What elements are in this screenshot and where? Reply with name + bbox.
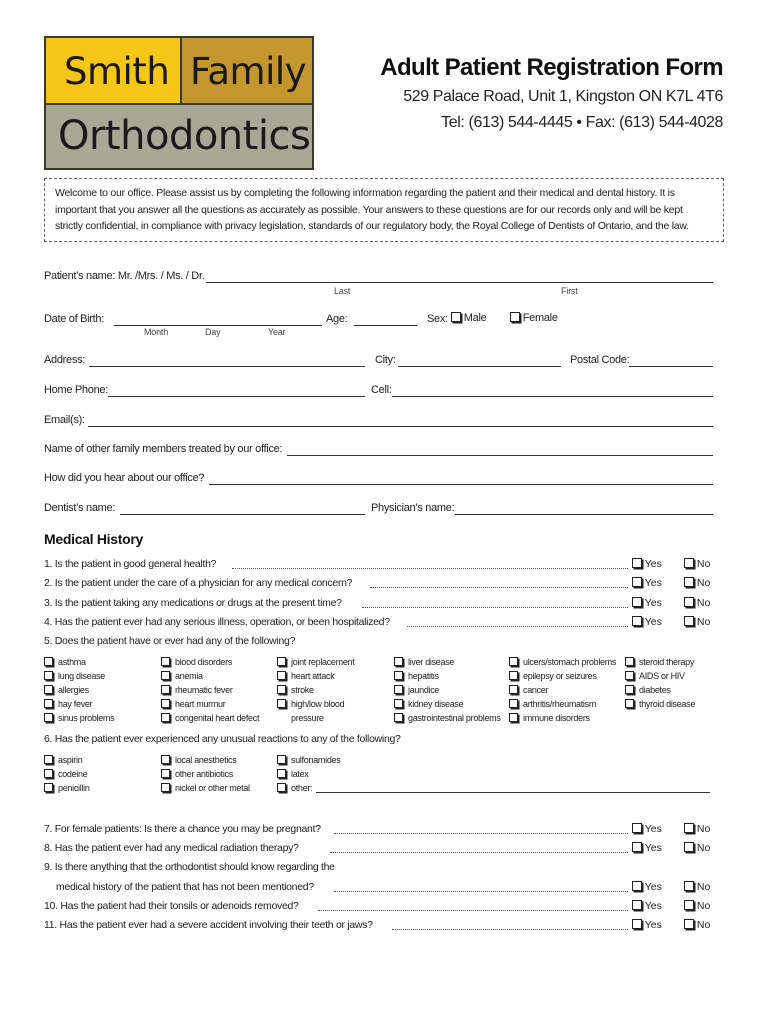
question-7-leader (334, 833, 628, 834)
q8-no-option[interactable] (684, 842, 710, 854)
condition-checkbox[interactable] (509, 685, 518, 694)
condition-arthritis-rheumatism[interactable] (509, 699, 616, 713)
reaction-label: sulfonamides (291, 755, 341, 765)
logo-word-orthodontics: Orthodontics (58, 113, 311, 159)
reaction-label: aspirin (58, 755, 83, 765)
logo-family-block (182, 38, 312, 103)
condition-label: heart murmur (175, 699, 226, 709)
q11-yes-checkbox[interactable] (632, 919, 642, 929)
reaction-checkbox[interactable] (161, 769, 170, 778)
female-checkbox[interactable] (510, 312, 520, 322)
condition-ulcers-stomach-problems[interactable] (509, 657, 616, 671)
home-phone-label: Home Phone: (44, 384, 108, 396)
condition-checkbox[interactable] (161, 671, 170, 680)
q1-yes-checkbox[interactable] (632, 558, 642, 568)
condition-label: hay fever (58, 699, 93, 709)
condition-checkbox[interactable] (394, 657, 403, 666)
condition-diabetes[interactable] (625, 685, 695, 699)
q9-no-option[interactable] (684, 881, 710, 893)
condition-checkbox[interactable] (161, 713, 170, 722)
reaction-checkbox[interactable] (277, 755, 286, 764)
reaction-checkbox[interactable] (161, 783, 170, 792)
office-phone-fax: Tel: (613) 544-4445 • Fax: (613) 544-4028 (441, 114, 723, 131)
reaction-label: other: (291, 783, 313, 793)
patient-name-field[interactable] (206, 282, 713, 283)
physician-name-field[interactable] (455, 514, 713, 515)
patient-name-label: Patient’s name: Mr. /Mrs. / Ms. / Dr. (44, 270, 205, 282)
condition-label: anemia (175, 671, 203, 681)
condition-heart-murmur[interactable] (161, 699, 259, 713)
q3-yes-option[interactable] (632, 597, 662, 609)
condition-rheumatic-fever[interactable] (161, 685, 259, 699)
condition-checkbox[interactable] (161, 657, 170, 666)
condition-checkbox[interactable] (44, 713, 53, 722)
condition-checkbox[interactable] (44, 657, 53, 666)
q1-yes-option[interactable] (632, 558, 662, 570)
condition-label: arthritis/rheumatism (523, 699, 597, 709)
question-6: 6. Has the patient ever experienced any unusual reactions to any of the following? (44, 733, 401, 745)
condition-checkbox[interactable] (161, 685, 170, 694)
address-field[interactable] (89, 366, 365, 367)
condition-label: hepatitis (408, 671, 439, 681)
question-2-leader (370, 587, 628, 588)
dob-year-caption: Year (268, 327, 286, 337)
condition-checkbox[interactable] (625, 657, 634, 666)
yes-label: Yes (644, 616, 662, 628)
condition-checkbox[interactable] (277, 657, 286, 666)
condition-checkbox[interactable] (44, 671, 53, 680)
reaction-checkbox[interactable] (44, 769, 53, 778)
reaction-label: codeine (58, 769, 88, 779)
condition-label: diabetes (639, 685, 671, 695)
condition-label: cancer (523, 685, 549, 695)
dob-field[interactable] (114, 325, 322, 326)
reaction-aspirin[interactable] (44, 755, 90, 769)
condition-checkbox[interactable] (277, 699, 286, 708)
reaction-latex[interactable] (277, 769, 340, 783)
condition-allergies[interactable] (44, 685, 114, 699)
logo-smith-block (46, 38, 180, 103)
no-label: No (696, 900, 711, 912)
sex-male-option[interactable] (451, 312, 486, 324)
q7-yes-checkbox[interactable] (632, 823, 642, 833)
condition-joint-replacement[interactable] (277, 657, 354, 671)
reaction-label: other antibiotics (175, 769, 233, 779)
condition-label: jaundice (408, 685, 440, 695)
condition-checkbox[interactable] (394, 671, 403, 680)
condition-label: asthma (58, 657, 86, 667)
no-label: No (696, 823, 711, 835)
condition-checkbox[interactable] (625, 671, 634, 680)
logo-orthodontics-block (46, 105, 312, 168)
q2-no-option[interactable] (684, 577, 710, 589)
logo-word-family: Family (190, 50, 307, 93)
dob-label: Date of Birth: (44, 313, 104, 325)
reaction-nickel-or-other-metal[interactable] (161, 783, 250, 797)
yes-label: Yes (644, 823, 662, 835)
condition-congenital-heart-defect[interactable] (161, 713, 259, 727)
no-label: No (696, 881, 711, 893)
reactions-column-1 (44, 755, 90, 797)
condition-label: congenital heart defect (175, 713, 260, 723)
condition-epilepsy-or-seizures[interactable] (509, 671, 616, 685)
condition-thyroid-disease[interactable] (625, 699, 695, 713)
no-label: No (696, 577, 711, 589)
q1-no-checkbox[interactable] (684, 558, 694, 568)
conditions-column-6 (625, 657, 695, 713)
city-field[interactable] (398, 366, 561, 367)
sex-female-option[interactable] (510, 312, 558, 324)
first-name-caption: First (561, 286, 578, 296)
question-1: 1. Is the patient in good general health? (44, 558, 217, 570)
question-1-leader (232, 568, 628, 569)
condition-sinus-problems[interactable] (44, 713, 114, 727)
condition-jaundice[interactable] (394, 685, 501, 699)
condition-checkbox[interactable] (161, 699, 170, 708)
q7-yes-option[interactable] (632, 823, 662, 835)
reaction-label: local anesthetics (175, 755, 237, 765)
postal-code-field[interactable] (629, 366, 713, 367)
referral-source-label: How did you hear about our office? (44, 472, 205, 484)
conditions-column-2 (161, 657, 259, 727)
form-title: Adult Patient Registration Form (380, 54, 723, 81)
q7-no-checkbox[interactable] (684, 823, 694, 833)
female-label: Female (522, 312, 558, 324)
condition-label: thyroid disease (639, 699, 696, 709)
condition-gastrointestinal-problems[interactable] (394, 713, 501, 727)
q3-yes-checkbox[interactable] (632, 597, 642, 607)
q1-no-option[interactable] (684, 558, 710, 570)
cell-field[interactable] (392, 396, 713, 397)
q9-yes-checkbox[interactable] (632, 881, 642, 891)
condition-label: lung disease (58, 671, 105, 681)
condition-label: stroke (291, 685, 314, 695)
question-9-line-1: 9. Is there anything that the orthodontist should know regarding the (44, 861, 335, 873)
q8-yes-checkbox[interactable] (632, 842, 642, 852)
no-label: No (696, 616, 711, 628)
condition-checkbox[interactable] (509, 699, 518, 708)
family-members-field[interactable] (287, 455, 713, 456)
question-4: 4. Has the patient ever had any serious illness, operation, or been hospitalized? (44, 616, 390, 628)
question-2: 2. Is the patient under the care of a physician for any medical concern? (44, 577, 353, 589)
condition-checkbox[interactable] (44, 685, 53, 694)
question-10: 10. Has the patient had their tonsils or adenoids removed? (44, 900, 299, 912)
question-5: 5. Does the patient have or ever had any of the following? (44, 635, 296, 647)
condition-label: heart attack (291, 671, 335, 681)
q2-no-checkbox[interactable] (684, 577, 694, 587)
condition-label: high/low blood (291, 699, 345, 709)
family-members-label: Name of other family members treated by our office: (44, 443, 283, 455)
referral-source-field[interactable] (209, 484, 713, 485)
q9-yes-option[interactable] (632, 881, 662, 893)
q11-yes-option[interactable] (632, 919, 662, 931)
reaction-label: penicillin (58, 783, 90, 793)
cell-label: Cell: (371, 384, 392, 396)
q10-yes-checkbox[interactable] (632, 900, 642, 910)
q10-no-checkbox[interactable] (684, 900, 694, 910)
condition-label: rheumatic fever (175, 685, 233, 695)
reaction-checkbox[interactable] (44, 783, 53, 792)
condition-label: AIDS or HIV (639, 671, 685, 681)
condition-label: epilepsy or seizures (523, 671, 597, 681)
q8-no-checkbox[interactable] (684, 842, 694, 852)
question-4-leader (407, 626, 628, 627)
question-3-leader (362, 607, 628, 608)
q7-no-option[interactable] (684, 823, 710, 835)
reaction-codeine[interactable] (44, 769, 90, 783)
no-label: No (696, 558, 711, 570)
office-address: 529 Palace Road, Unit 1, Kingston ON K7L 4T6 (403, 88, 723, 105)
reaction-other-antibiotics[interactable] (161, 769, 250, 783)
question-9-leader (334, 891, 628, 892)
condition-label: steroid therapy (639, 657, 695, 667)
dob-month-caption: Month (144, 327, 169, 337)
condition-label-continuation: pressure (291, 713, 324, 723)
condition-checkbox[interactable] (509, 713, 518, 722)
condition-label: liver disease (408, 657, 455, 667)
condition-checkbox[interactable] (394, 699, 403, 708)
logo-word-smith: Smith (64, 50, 170, 93)
postal-code-label: Postal Code: (570, 354, 630, 366)
sex-label: Sex: (427, 313, 448, 325)
no-label: No (696, 842, 711, 854)
condition-blood-disorders[interactable] (161, 657, 259, 671)
question-7: 7. For female patients: Is there a chance you may be pregnant? (44, 823, 321, 835)
question-10-leader (318, 910, 628, 911)
reaction-penicillin[interactable] (44, 783, 90, 797)
dob-day-caption: Day (205, 327, 221, 337)
question-8-leader (330, 852, 628, 853)
no-label: No (696, 919, 711, 931)
reaction-other-field[interactable] (316, 792, 710, 793)
reaction-label: latex (291, 769, 309, 779)
q3-no-checkbox[interactable] (684, 597, 694, 607)
reaction-sulfonamides[interactable] (277, 755, 340, 769)
practice-logo (44, 36, 314, 170)
conditions-column-1 (44, 657, 114, 727)
condition-asthma[interactable] (44, 657, 114, 671)
q8-yes-option[interactable] (632, 842, 662, 854)
dentist-name-label: Dentist’s name: (44, 502, 116, 514)
q9-no-checkbox[interactable] (684, 881, 694, 891)
yes-label: Yes (644, 842, 662, 854)
q11-no-checkbox[interactable] (684, 919, 694, 929)
yes-label: Yes (644, 558, 662, 570)
condition-checkbox[interactable] (277, 671, 286, 680)
male-label: Male (463, 312, 487, 324)
question-11: 11. Has the patient ever had a severe accident involving their teeth or jaws? (44, 919, 373, 931)
question-9-line-2: medical history of the patient that has not been mentioned? (56, 881, 314, 893)
condition-checkbox[interactable] (509, 671, 518, 680)
condition-label: immune disorders (523, 713, 590, 723)
emails-label: Email(s): (44, 414, 85, 426)
question-8: 8. Has the patient ever had any medical radiation therapy? (44, 842, 299, 854)
q10-yes-option[interactable] (632, 900, 662, 912)
condition-checkbox[interactable] (277, 685, 286, 694)
city-label: City: (375, 354, 396, 366)
q11-no-option[interactable] (684, 919, 710, 931)
condition-label: joint replacement (291, 657, 355, 667)
condition-anemia[interactable] (161, 671, 259, 685)
condition-cancer[interactable] (509, 685, 616, 699)
yes-label: Yes (644, 597, 662, 609)
condition-aids-or-hiv[interactable] (625, 671, 695, 685)
dentist-name-field[interactable] (120, 514, 365, 515)
physician-name-label: Physician’s name: (371, 502, 455, 514)
male-checkbox[interactable] (451, 312, 461, 322)
reaction-checkbox[interactable] (44, 755, 53, 764)
condition-hay-fever[interactable] (44, 699, 114, 713)
emails-field[interactable] (88, 426, 713, 427)
condition-checkbox[interactable] (625, 685, 634, 694)
q2-yes-option[interactable] (632, 577, 662, 589)
q2-yes-checkbox[interactable] (632, 577, 642, 587)
reaction-local-anesthetics[interactable] (161, 755, 250, 769)
condition-stroke[interactable] (277, 685, 354, 699)
conditions-column-4 (394, 657, 501, 727)
conditions-column-5 (509, 657, 616, 727)
home-phone-field[interactable] (108, 396, 365, 397)
question-11-leader (392, 929, 628, 930)
reaction-checkbox[interactable] (277, 769, 286, 778)
q4-yes-option[interactable] (632, 616, 662, 628)
condition-checkbox[interactable] (625, 699, 634, 708)
reaction-other[interactable] (277, 783, 340, 797)
condition-heart-attack[interactable] (277, 671, 354, 685)
condition-label: gastrointestinal problems (408, 713, 501, 723)
q4-yes-checkbox[interactable] (632, 616, 642, 626)
condition-kidney-disease[interactable] (394, 699, 501, 713)
yes-label: Yes (644, 919, 662, 931)
reactions-column-2 (161, 755, 250, 797)
medical-history-heading: Medical History (44, 531, 143, 547)
age-field[interactable] (354, 325, 417, 326)
age-label: Age: (326, 313, 348, 325)
reactions-column-3 (277, 755, 340, 797)
condition-label: kidney disease (408, 699, 464, 709)
reaction-checkbox[interactable] (161, 755, 170, 764)
condition-label: blood disorders (175, 657, 233, 667)
condition-checkbox[interactable] (44, 699, 53, 708)
condition-label: ulcers/stomach problems (523, 657, 617, 667)
question-3: 3. Is the patient taking any medications or drugs at the present time? (44, 597, 342, 609)
address-label: Address: (44, 354, 86, 366)
reaction-label: nickel or other metal (175, 783, 250, 793)
no-label: No (696, 597, 711, 609)
q4-no-option[interactable] (684, 616, 710, 628)
condition-immune-disorders[interactable] (509, 713, 616, 727)
q4-no-checkbox[interactable] (684, 616, 694, 626)
conditions-column-3 (277, 657, 354, 727)
yes-label: Yes (644, 577, 662, 589)
q10-no-option[interactable] (684, 900, 710, 912)
condition-liver-disease[interactable] (394, 657, 501, 671)
condition-label: sinus problems (58, 713, 115, 723)
yes-label: Yes (644, 881, 662, 893)
intro-notice: Welcome to our office. Please assist us by completing the following information regarding the patient and their medical and dental history. It is important that you answer all the questions as accurately as possible. Your answers to these questions are for our records only and will be kept strictly confidential, in compliance with privacy legislation, standards of our regulatory body, the Royal College of Dentists of Ontario, and the law. (44, 178, 724, 242)
condition-hepatitis[interactable] (394, 671, 501, 685)
condition-steroid-therapy[interactable] (625, 657, 695, 671)
condition-label: allergies (58, 685, 89, 695)
condition-lung-disease[interactable] (44, 671, 114, 685)
condition-high-low-blood-pressure[interactable] (277, 699, 354, 713)
yes-label: Yes (644, 900, 662, 912)
condition-checkbox[interactable] (509, 657, 518, 666)
condition-checkbox[interactable] (394, 713, 403, 722)
condition-checkbox[interactable] (394, 685, 403, 694)
last-name-caption: Last (334, 286, 351, 296)
reaction-checkbox[interactable] (277, 783, 286, 792)
q3-no-option[interactable] (684, 597, 710, 609)
